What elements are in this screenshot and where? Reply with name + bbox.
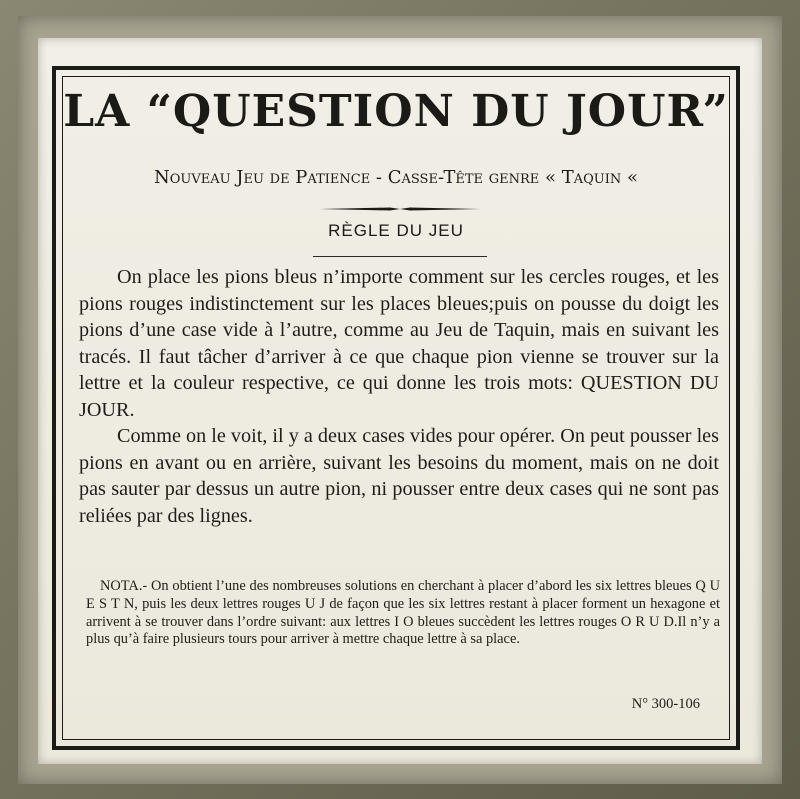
game-subtitle: Nouveau Jeu de Patience - Casse-Tête genre « Taquin « xyxy=(153,167,639,188)
rules-body xyxy=(79,264,719,529)
heading-underline xyxy=(313,256,487,257)
game-title: LA “QUESTION DU JOUR” xyxy=(63,86,729,137)
rules-paragraph: On place les pions bleus n’importe comment sur les cercles rouges, et les pions rouges indistinctement sur les places bleues;puis on pousse du doigt les pions d’une case vide à l’autre, comme au Jeu de Taquin, mais en suivant les tracés. Il faut tâcher d’arriver à ce que chaque pion vienne se trouver sur la lettre et la couleur respective, ce qui donne les trois mots: QUESTION DU JOUR. xyxy=(79,266,719,421)
nota-text: NOTA.- On obtient l’une des nombreuses solutions en cherchant à placer d’abord les six lettres bleues Q U E S T N, puis les deux lettres rouges U J de façon que les six lettres restant à placer forment un hexagone et arrivent à se trouver dans l’ordre suivant: aux lettres I O bleues succèdent les lettres rouges O R U D.Il n’y a plus qu’à faire plusieurs tours pour arriver à mettre chaque lettre à sa place. xyxy=(86,578,720,648)
reference-number: N° 300-106 xyxy=(631,696,700,712)
rules-heading: RÈGLE DU JEU xyxy=(328,221,464,240)
rules-paragraph: Comme on le voit, il y a deux cases vides pour opérer. On peut pousser les pions en avant ou en arrière, suivant les besoins du moment, mais on ne doit pas sauter par dessus un autre pion, ni pousser entre deux cases qui ne sont pas reliées par des lignes. xyxy=(79,425,719,527)
ornament-divider xyxy=(320,206,480,212)
nota-note xyxy=(86,578,720,649)
